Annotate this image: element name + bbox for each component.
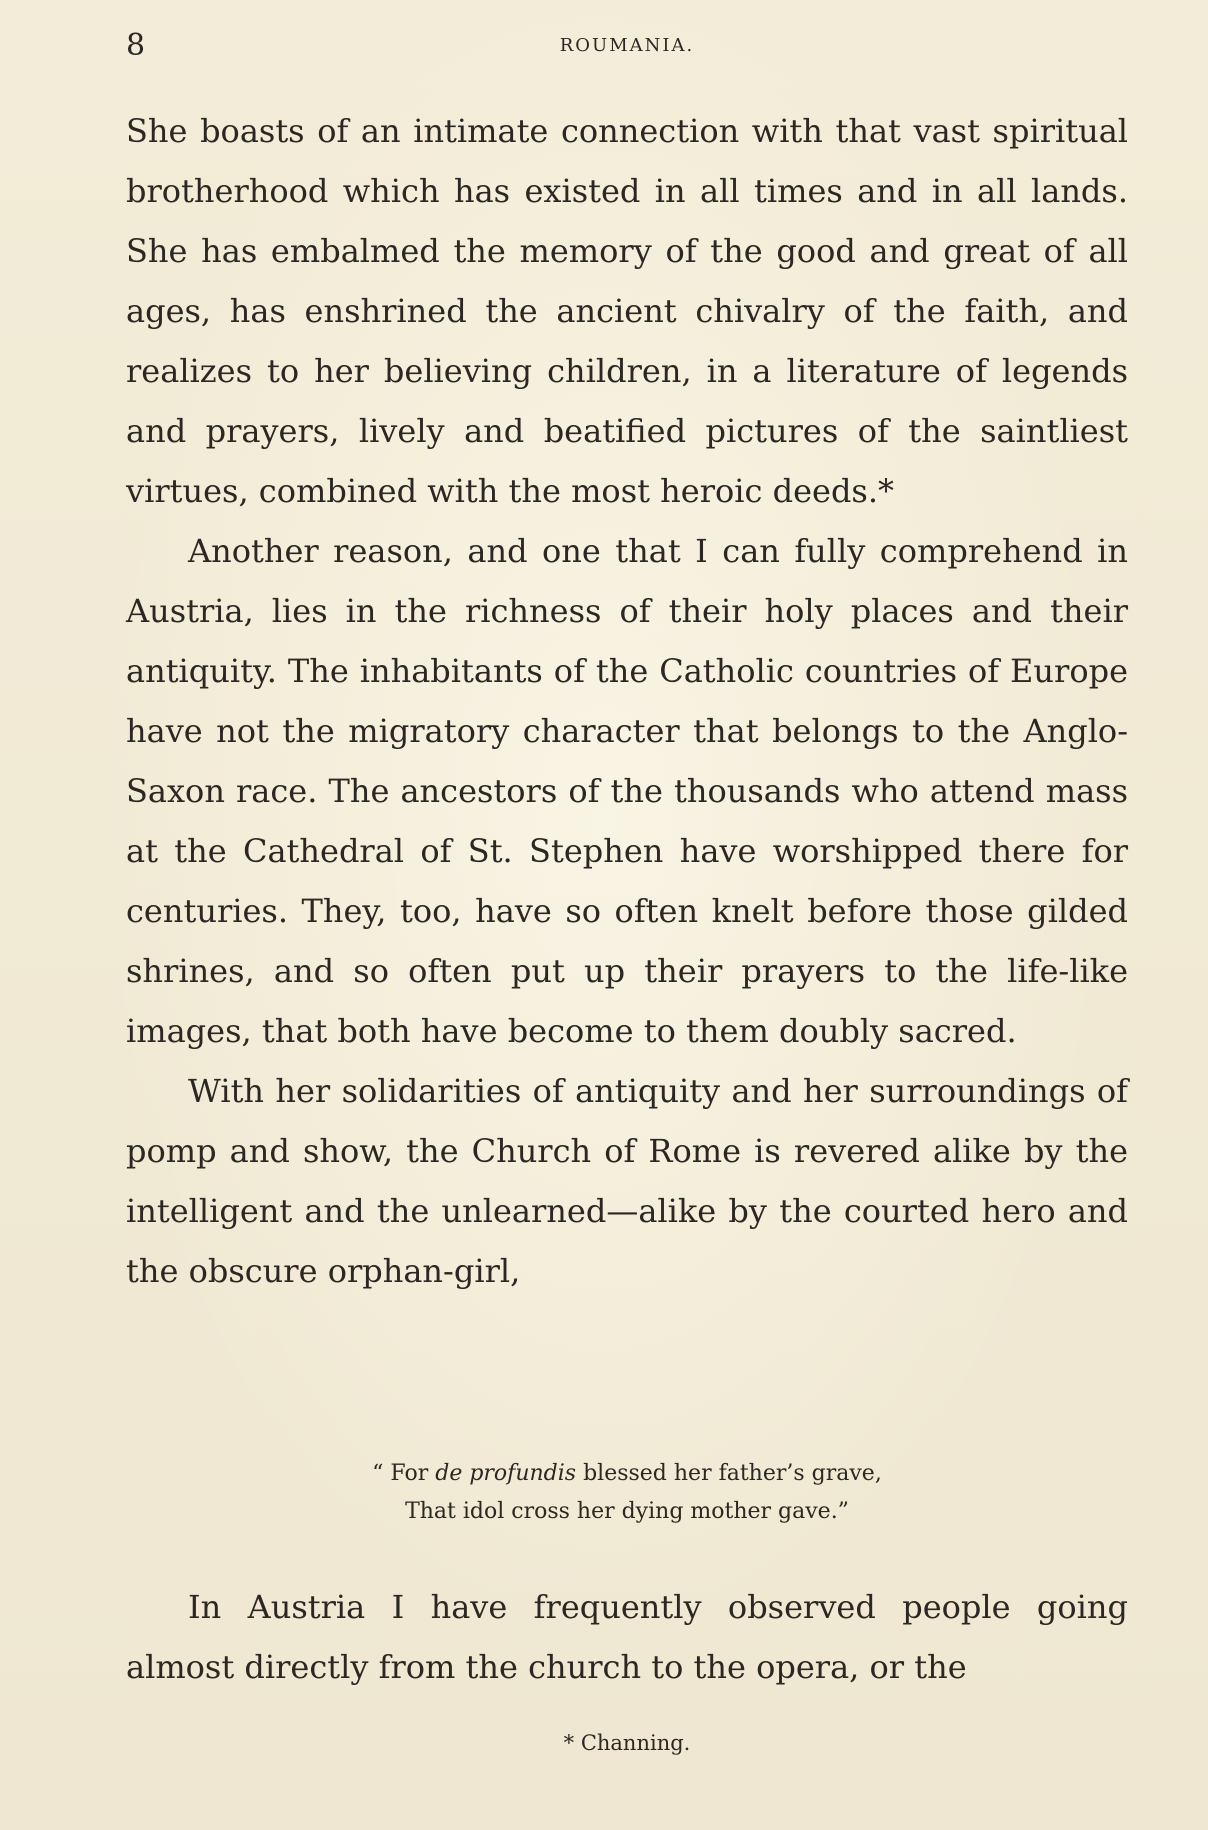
page-header	[126, 26, 1128, 66]
main-text	[126, 101, 1128, 1301]
paragraph-2: Another reason, and one that I can fully comprehend in Austria, lies in the richness of their holy places and their antiquity. The inhabitants of the Catholic countries of Europe have not the migratory character that belongs to the Anglo-Saxon race. The ancestors of the thousands who attend mass at the Cathedral of St. Stephen have worshipped there for centuries. They, too, have so often knelt before those gilded shrines, and so often put up their prayers to the life-like images, that both have become to them doubly sacred.	[126, 532, 1128, 1050]
paragraph-4: In Austria I have frequently observed people going almost directly from the church to the opera, or the	[126, 1588, 1128, 1686]
footnote: * Channing.	[563, 1731, 691, 1755]
verse-latin-phrase: de profundis	[435, 1461, 577, 1486]
verse-line-2: That idol cross her dying mother gave.”	[405, 1499, 849, 1524]
running-head: ROUMANIA.	[559, 35, 695, 56]
closing-text	[126, 1577, 1128, 1697]
verse-quote	[126, 1455, 1128, 1531]
paragraph-3: With her solidarities of antiquity and her surroundings of pomp and show, the Church of Rome is revered alike by the intelligent and the unlearned—alike by the courted hero and the obscure orphan-girl,	[126, 1072, 1128, 1290]
verse-line-1	[126, 1455, 1128, 1493]
verse-line-1-open: “ For	[372, 1461, 436, 1486]
page-number: 8	[126, 28, 146, 63]
paragraph-1: She boasts of an intimate connection with that vast spiritual brotherhood which has existed in all times and in all lands. She has embalmed the memory of the good and great of all ages, has enshrined the ancient chivalry of the faith, and realizes to her believing children, in a literature of legends and prayers, lively and beatified pictures of the saintliest virtues, combined with the most heroic deeds.*	[126, 112, 1128, 510]
verse-line-1-rest: blessed her father’s grave,	[576, 1461, 882, 1486]
